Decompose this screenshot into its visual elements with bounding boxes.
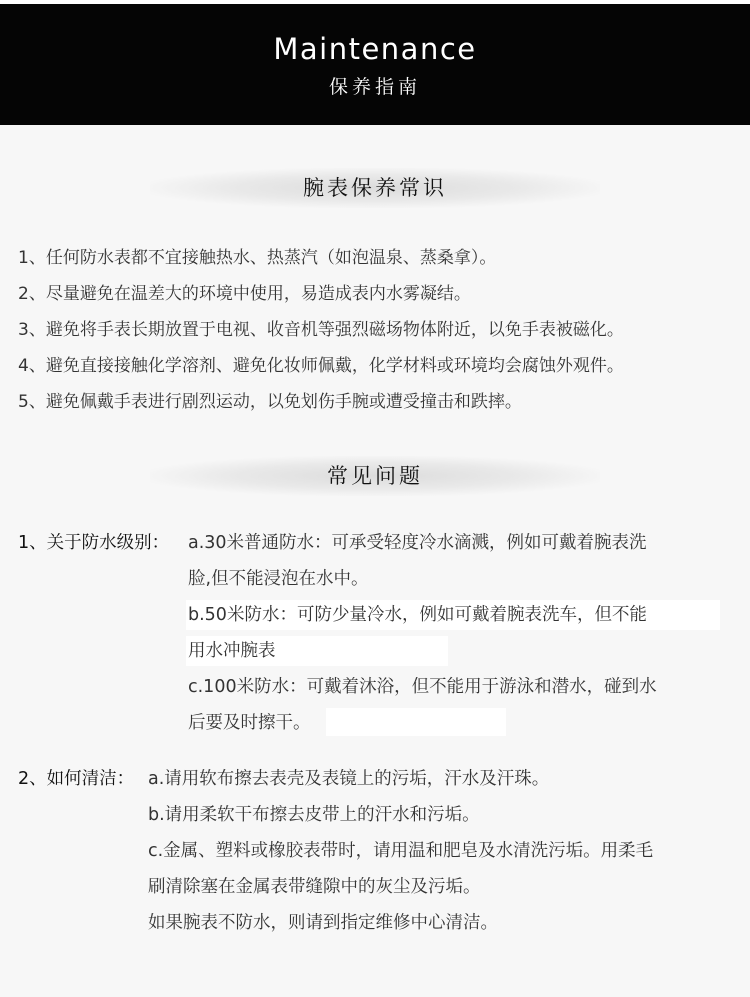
care-tip-item: 3、避免将手表长期放置于电视、收音机等强烈磁场物体附近，以免手表被磁化。 bbox=[18, 320, 624, 340]
section-title-care-tips: 腕表保养常识 bbox=[150, 168, 600, 208]
answer-line: 如果腕表不防水，则请到指定维修中心清洁。 bbox=[148, 913, 498, 933]
care-tip-item: 2、尽量避免在温差大的环境中使用，易造成表内水雾凝结。 bbox=[18, 284, 471, 304]
answer-line: b.50米防水：可防少量冷水，例如可戴着腕表洗车，但不能 bbox=[188, 605, 647, 625]
section-title-faq: 常见问题 bbox=[150, 456, 600, 496]
answer-line: a.30米普通防水：可承受轻度冷水滴溅，例如可戴着腕表洗 bbox=[188, 533, 647, 553]
care-tip-item: 1、任何防水表都不宜接触热水、热蒸汽（如泡温泉、蒸桑拿）。 bbox=[18, 248, 497, 268]
faq-question-cleaning: 2、如何清洁： bbox=[18, 769, 135, 789]
answer-line: a.请用软布擦去表壳及表镜上的污垢，汗水及汗珠。 bbox=[148, 769, 550, 789]
faq-answer-waterproof bbox=[188, 525, 657, 741]
answer-line: c.金属、塑料或橡胶表带时，请用温和肥皂及水清洗污垢。用柔毛 bbox=[148, 841, 654, 861]
answer-line: 用水冲腕表 bbox=[188, 641, 276, 661]
care-tip-item: 4、避免直接接触化学溶剂、避免化妆师佩戴，化学材料或环境均会腐蚀外观件。 bbox=[18, 356, 624, 376]
care-tip-item: 5、避免佩戴手表进行剧烈运动，以免划伤手腕或遭受撞击和跌摔。 bbox=[18, 392, 522, 412]
header-banner bbox=[0, 4, 750, 125]
faq-cleaning bbox=[18, 761, 738, 941]
answer-line: 脸,但不能浸泡在水中。 bbox=[188, 569, 369, 589]
answer-line: 后要及时擦干。 bbox=[188, 713, 311, 733]
answer-line: c.100米防水：可戴着沐浴，但不能用于游泳和潜水，碰到水 bbox=[188, 677, 657, 697]
header-title-cn: 保养指南 bbox=[328, 76, 421, 98]
care-tips-list bbox=[18, 240, 738, 420]
faq-answer-cleaning bbox=[148, 761, 653, 941]
header-title-en: Maintenance bbox=[273, 32, 477, 66]
answer-line: b.请用柔软干布擦去皮带上的汗水和污垢。 bbox=[148, 805, 480, 825]
answer-line: 刷清除塞在金属表带缝隙中的灰尘及污垢。 bbox=[148, 877, 481, 897]
faq-waterproof bbox=[18, 525, 738, 741]
faq-question-waterproof: 1、关于防水级别： bbox=[18, 533, 170, 553]
